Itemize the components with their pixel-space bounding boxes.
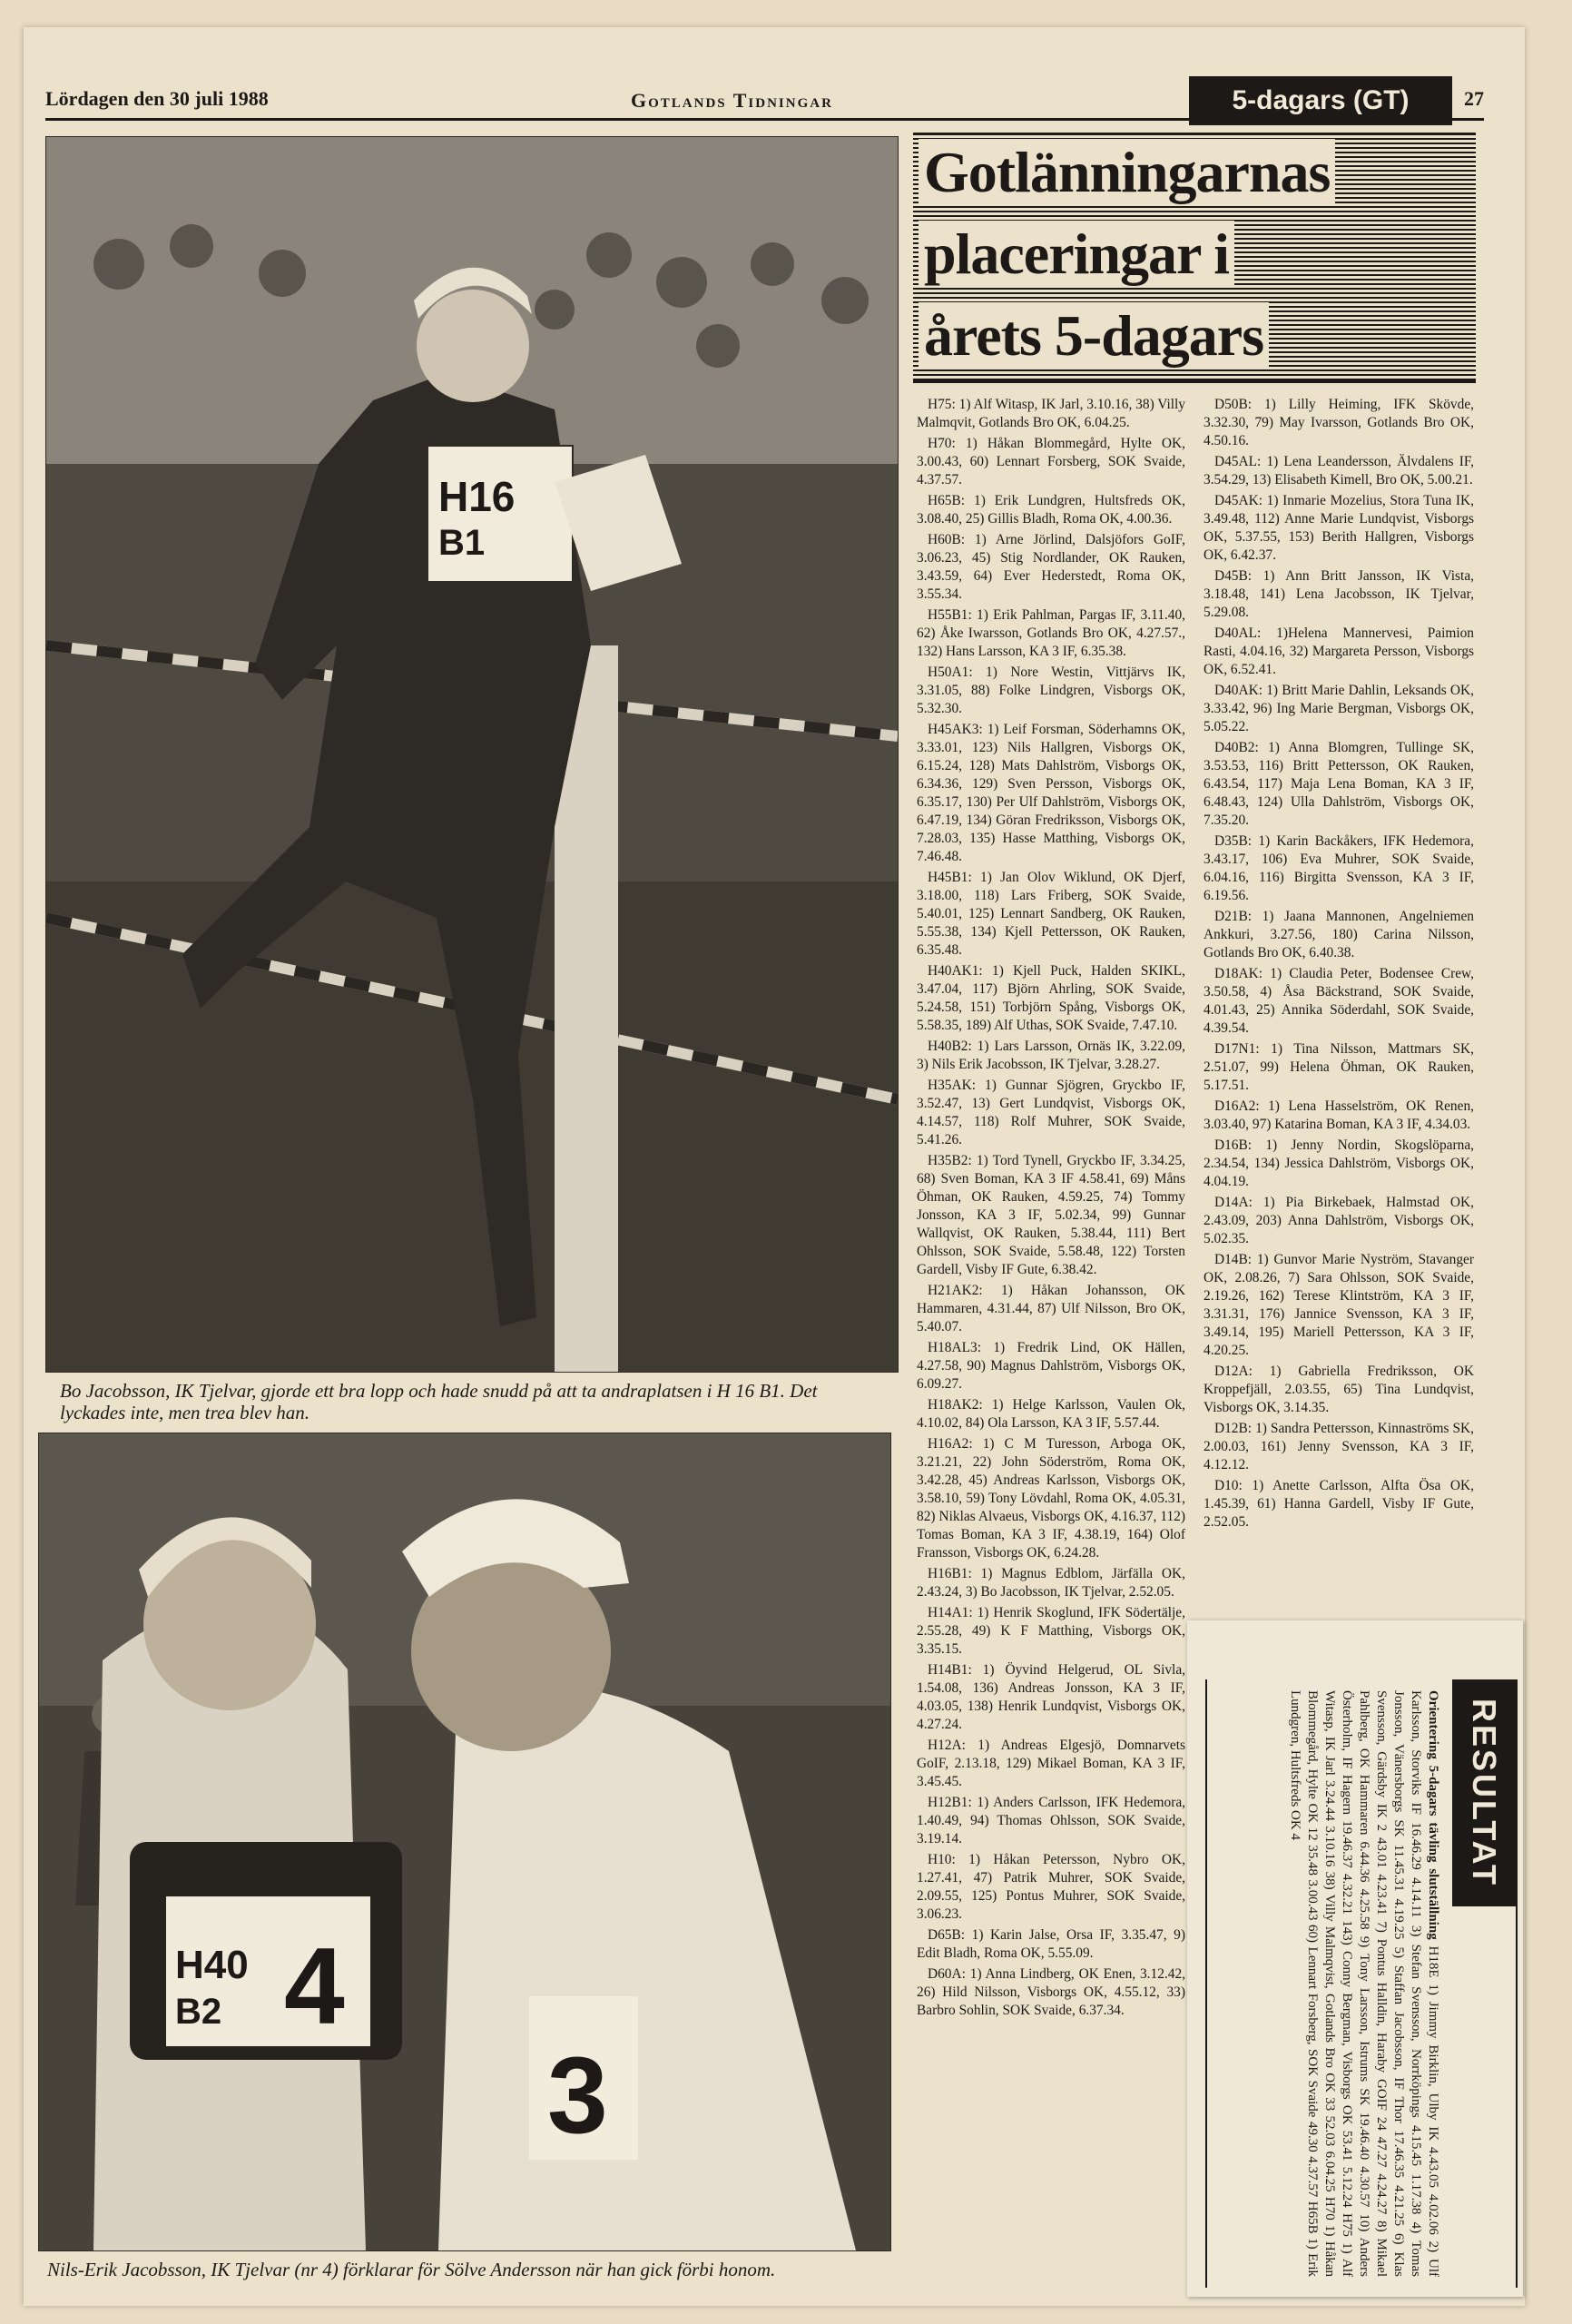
result-entry: H12B1: 1) Anders Carlsson, IFK Hedemora, 1.40.49, 94) Thomas Ohlsson, SOK Svaide, 3.19.14. <box>917 1795 1185 1846</box>
clipping-banner: RESULTAT <box>1452 1679 1516 1906</box>
result-entry: D16A2: 1) Lena Hasselström, OK Renen, 3.03.40, 97) Katarina Boman, KA 3 IF, 4.34.03. <box>1204 1098 1474 1132</box>
svg-text:3: 3 <box>547 2034 608 2156</box>
svg-text:4: 4 <box>284 1925 345 2047</box>
result-entry: D17N1: 1) Tina Nilsson, Mattmars SK, 2.51.07, 99) Helena Öhman, OK Rauken, 5.17.51. <box>1204 1041 1474 1093</box>
result-entry: H45B1: 1) Jan Olov Wiklund, OK Djerf, 3.18.00, 118) Lars Friberg, SOK Svaide, 5.40.01, 125) Lennart Sandberg, OK Rauken, 5.55.38, 134) Kjell Pettersson, OK Rauken, 6.35.48. <box>917 870 1185 958</box>
result-entry: H18AK2: 1) Helge Karlsson, Vaulen Ok, 4.10.02, 84) Ola Larsson, KA 3 IF, 5.57.44. <box>917 1397 1185 1431</box>
result-entry: D14A: 1) Pia Birkebaek, Halmstad OK, 2.43.09, 203) Anna Dahlström, Visborgs OK, 5.02.35. <box>1204 1195 1474 1246</box>
svg-text:B2: B2 <box>175 1992 222 2032</box>
clipping-text <box>1286 1690 1441 2277</box>
result-entry: H75: 1) Alf Witasp, IK Jarl, 3.10.16, 38) Villy Malmqvit, Gotlands Bro OK, 6.04.25. <box>917 397 1185 430</box>
result-entry: H65B: 1) Erik Lundgren, Hultsfreds OK, 3.08.40, 25) Gillis Bladh, Roma OK, 4.00.36. <box>917 493 1185 527</box>
svg-text:H16: H16 <box>438 473 516 520</box>
result-entry: D40AL: 1)Helena Mannervesi, Paimion Rasti, 4.04.16, 32) Margareta Persson, Visborgs OK, 6.52.41. <box>1204 625 1474 677</box>
result-entry: H60B: 1) Arne Jörlind, Dalsjöfors GoIF, 3.06.23, 45) Stig Nordlander, OK Rauken, 3.43.59, 64) Ever Hederstedt, Roma OK, 3.55.34. <box>917 532 1185 602</box>
result-entry: H16A2: 1) C M Turesson, Arboga OK, 3.21.21, 22) John Söderström, Roma OK, 3.42.28, 45) Andreas Karlsson, Visborgs OK, 3.58.10, 59) Tony Lövdahl, Roma OK, 4.05.31, 82) Niklas Alvaeus, Visborgs OK, 4.16.37, 112) Tomas Boman, KA 3 IF, 4.38.19, 164) Olof Fransson, Visborgs OK, 6.24.28. <box>917 1436 1185 1561</box>
runner-photo-illustration <box>46 137 898 1372</box>
results-column-1 <box>917 396 1185 2023</box>
result-entry: D35B: 1) Karin Backåkers, IFK Hedemora, 3.43.17, 106) Eva Muhrer, SOK Svaide, 6.04.16, 116) Birgitta Svensson, KA 3 IF, 6.19.56. <box>1204 833 1474 903</box>
result-entry: H16B1: 1) Magnus Edblom, Järfälla OK, 2.43.24, 3) Bo Jacobsson, IK Tjelvar, 2.52.05. <box>917 1566 1185 1600</box>
headline-line-2: placeringar i <box>919 221 1234 288</box>
result-entry: H14A1: 1) Henrik Skoglund, IFK Södertälje, 2.55.28, 49) K F Matthing, Visborgs OK, 3.35.15. <box>917 1605 1185 1657</box>
result-entry: D40AK: 1) Britt Marie Dahlin, Leksands OK, 3.33.42, 96) Ing Marie Bergman, Visborgs OK, 5.05.22. <box>1204 683 1474 734</box>
result-entry: D10: 1) Anette Carlsson, Alfta Ösa OK, 1.45.39, 61) Hanna Gardell, Visby IF Gute, 2.52.05. <box>1204 1478 1474 1530</box>
result-entry: D65B: 1) Karin Jalse, Orsa IF, 3.35.47, 9) Edit Bladh, Roma OK, 5.55.09. <box>917 1927 1185 1961</box>
photo-caption-bottom: Nils-Erik Jacobsson, IK Tjelvar (nr 4) förklarar för Sölve Andersson när han gick förbi honom. <box>47 2259 776 2280</box>
result-entry: D45AK: 1) Inmarie Mozelius, Stora Tuna IK, 3.49.48, 112) Anne Marie Lundqvist, Visborgs OK, 5.37.55, 153) Berith Hallgren, Visborgs OK, 6.42.37. <box>1204 493 1474 563</box>
result-entry: H18AL3: 1) Fredrik Lind, OK Hällen, 4.27.58, 90) Magnus Dahlström, Visborgs OK, 6.09.27. <box>917 1340 1185 1392</box>
result-entry: H35B2: 1) Tord Tynell, Gryckbo IF, 3.34.25, 68) Sven Boman, KA 3 IF 4.58.41, 69) Måns Öhman, OK Rauken, 4.59.25, 74) Tommy Jonsson, KA 3 IF, 5.02.34, 99) Gunnar Wallqvist, OK Rauken, 5.38.44, 111) Bert Ohlsson, SOK Svaide, 5.58.48, 122) Torsten Gardell, Visby IF Gute, 6.38.42. <box>917 1153 1185 1277</box>
headline <box>913 133 1476 383</box>
clipping-body: H18E 1) Jimmy Birklin, Ulby IK 4.43.05 4.02.06 2) Ulf Karlsson, Storviks IF 16.46.29 4.14.11 3) Stefan Svensson, Norrköpings 4.15.45 1.17.38 4) Tomas Jonsson, Vänersborgs SK 11.45.31 4.19.25 5) Staffan Jacobsson, IF Thor 17.46.35 4.21.25 6) Klas Svensson, Gärdsby IK 2 43.01 4.23.41 7) Pontus Halldin, Haraby GOIF 24 47.27 4.24.27 8) Mikael Pahlberg, OK Hammaren 6.44.36 4.25.58 9) Tony Larsson, Istrums SK 19.46.40 4.30.57 10) Anders Österholm, IF Hagern 19.46.37 4.32.21 143) Conny Bergman, Visborgs OK 53.41 5.12.24 H75 1) Alf Witasp, IK Jarl 3.24.44 3.10.16 38) Villy Malmqvist, Gotlands Bro OK 33 52.03 6.04.25 H70 1) Håkan Blommegård, Hylte OK 12 35.48 3.00.43 60) Lennart Forsberg, SOK Svaide 49.30 4.37.57 H65B 1) Erik Lundgren, Hultsfreds OK 4 <box>1288 1690 1440 2277</box>
result-entry: H55B1: 1) Erik Pahlman, Pargas IF, 3.11.40, 62) Åke Iwarsson, Gotlands Bro OK, 4.27.57., 132) Hans Larsson, KA 3 IF, 6.35.38. <box>917 607 1185 659</box>
result-entry: D45B: 1) Ann Britt Jansson, IK Vista, 3.18.48, 141) Lena Jacobsson, IK Tjelvar, 5.29.08. <box>1204 568 1474 620</box>
results-column-2 <box>1204 396 1474 1534</box>
result-entry: D12A: 1) Gabriella Fredriksson, OK Kroppefjäll, 2.03.55, 65) Tina Lundqvist, Visborgs OK, 3.14.35. <box>1204 1364 1474 1415</box>
result-entry: D16B: 1) Jenny Nordin, Skogslöparna, 2.34.54, 134) Jessica Dahlström, Visborgs OK, 4.04.19. <box>1204 1137 1474 1189</box>
result-entry: D18AK: 1) Claudia Peter, Bodensee Crew, 3.50.58, 4) Åsa Bäckstrand, SOK Svaide, 4.01.43, 25) Annika Söderdahl, SOK Svaide, 4.39.54. <box>1204 966 1474 1036</box>
result-entry: D14B: 1) Gunvor Marie Nyström, Stavanger OK, 2.08.26, 7) Sara Ohlsson, SOK Svaide, 2.19.26, 162) Terese Klintström, KA 3 IF, 3.31.31, 176) Jannice Svensson, KA 3 IF, 3.49.14, 195) Mariell Pettersson, KA 3 IF, 4.20.25. <box>1204 1252 1474 1358</box>
result-entry: D45AL: 1) Lena Leandersson, Älvdalens IF, 3.54.29, 13) Elisabeth Kimell, Bro OK, 5.00.21. <box>1204 454 1474 487</box>
result-entry: H40AK1: 1) Kjell Puck, Halden SKIKL, 3.47.04, 117) Björn Ahrling, SOK Svaide, 5.24.58, 151) Torbjörn Spång, Visborgs OK, 5.58.35, 189) Alf Uthas, SOK Svaide, 7.47.10. <box>917 963 1185 1033</box>
result-entry: D60A: 1) Anna Lindberg, OK Enen, 3.12.42, 26) Hild Nilsson, Visborgs OK, 4.55.12, 33) Barbro Sohlin, SOK Svaide, 6.37.34. <box>917 1966 1185 2018</box>
clipping-intro: Orientering 5-dagars tävling slutställning <box>1426 1690 1440 1940</box>
newspaper-name: Gotlands Tidningar <box>631 89 833 112</box>
result-entry: D40B2: 1) Anna Blomgren, Tullinge SK, 3.53.53, 116) Britt Pettersson, OK Rauken, 6.43.54, 117) Maja Lena Boman, KA 3 IF, 6.48.43, 124) Ulla Dahlström, Visborgs OK, 7.35.20. <box>1204 740 1474 828</box>
headline-line-1: Gotlänningarnas <box>919 139 1335 206</box>
result-entry: H40B2: 1) Lars Larsson, Ornäs IK, 3.22.09, 3) Nils Erik Jacobsson, IK Tjelvar, 3.28.27. <box>917 1039 1185 1072</box>
section-label: 5-dagars (GT) <box>1189 76 1452 125</box>
svg-text:H40: H40 <box>175 1943 249 1987</box>
result-entry: H50A1: 1) Nore Westin, Vittjärvs IK, 3.31.05, 88) Folke Lindgren, Visborgs OK, 5.32.30. <box>917 665 1185 716</box>
runners-photo-illustration <box>39 1433 890 2250</box>
runners-conversation-photo <box>38 1433 891 2251</box>
pasted-results-clipping <box>1187 1620 1523 2297</box>
clipping-frame <box>1205 1679 1518 2288</box>
result-entry: D12B: 1) Sandra Pettersson, Kinnaströms SK, 2.00.03, 161) Jenny Svensson, KA 3 IF, 4.12.12. <box>1204 1421 1474 1472</box>
runner-photo <box>45 136 899 1373</box>
result-entry: D50B: 1) Lilly Heiming, IFK Skövde, 3.32.30, 79) May Ivarsson, Gotlands Bro OK, 4.50.16. <box>1204 397 1474 448</box>
result-entry: H10: 1) Håkan Petersson, Nybro OK, 1.27.41, 47) Patrik Muhrer, SOK Svaide, 2.09.55, 125) Pontus Muhrer, SOK Svaide, 3.06.23. <box>917 1852 1185 1922</box>
result-entry: D21B: 1) Jaana Mannonen, Angelniemen Ankkuri, 3.27.56, 180) Carina Nilsson, Gotlands Bro OK, 6.40.38. <box>1204 909 1474 960</box>
result-entry: H35AK: 1) Gunnar Sjögren, Gryckbo IF, 3.52.47, 13) Gert Lundqvist, Visborgs OK, 4.14.57, 118) Rolf Muhrer, SOK Svaide, 5.41.26. <box>917 1078 1185 1147</box>
result-entry: H14B1: 1) Öyvind Helgerud, OL Sivla, 1.54.08, 136) Andreas Jonsson, KA 3 IF, 4.03.05, 138) Henrik Lundqvist, Visborgs OK, 4.27.24. <box>917 1662 1185 1732</box>
masthead <box>45 82 1484 121</box>
headline-line-3: årets 5-dagars <box>919 302 1269 369</box>
page-number: 27 <box>1464 87 1484 110</box>
issue-date: Lördagen den 30 juli 1988 <box>45 87 269 110</box>
clipping-rotated-content <box>1207 1679 1516 2288</box>
photo-caption-top: Bo Jacobsson, IK Tjelvar, gjorde ett bra lopp och hade snudd på att ta andraplatsen i H 16 B1. Det lyckades inte, men trea blev han. <box>60 1380 818 1423</box>
result-entry: H70: 1) Håkan Blommegård, Hylte OK, 3.00.43, 60) Lennart Forsberg, SOK Svaide, 4.37.57. <box>917 436 1185 487</box>
result-entry: H45AK3: 1) Leif Forsman, Söderhamns OK, 3.33.01, 123) Nils Hallgren, Visborgs OK, 6.15.24, 128) Mats Dahlström, Visborgs OK, 6.34.36, 129) Sven Persson, Visborgs OK, 6.35.17, 130) Per Ulf Dahlström, Visborgs OK, 6.47.19, 134) Göran Fredriksson, Visborgs OK, 7.28.03, 135) Hasse Matthing, Visborgs OK, 7.46.48. <box>917 722 1185 864</box>
svg-text:B1: B1 <box>438 523 486 563</box>
result-entry: H21AK2: 1) Håkan Johansson, OK Hammaren, 4.31.44, 87) Ulf Nilsson, Bro OK, 5.40.07. <box>917 1283 1185 1334</box>
result-entry: H12A: 1) Andreas Elgesjö, Domnarvets GoIF, 2.13.18, 129) Mikael Boman, KA 3 IF, 3.45.45. <box>917 1738 1185 1789</box>
